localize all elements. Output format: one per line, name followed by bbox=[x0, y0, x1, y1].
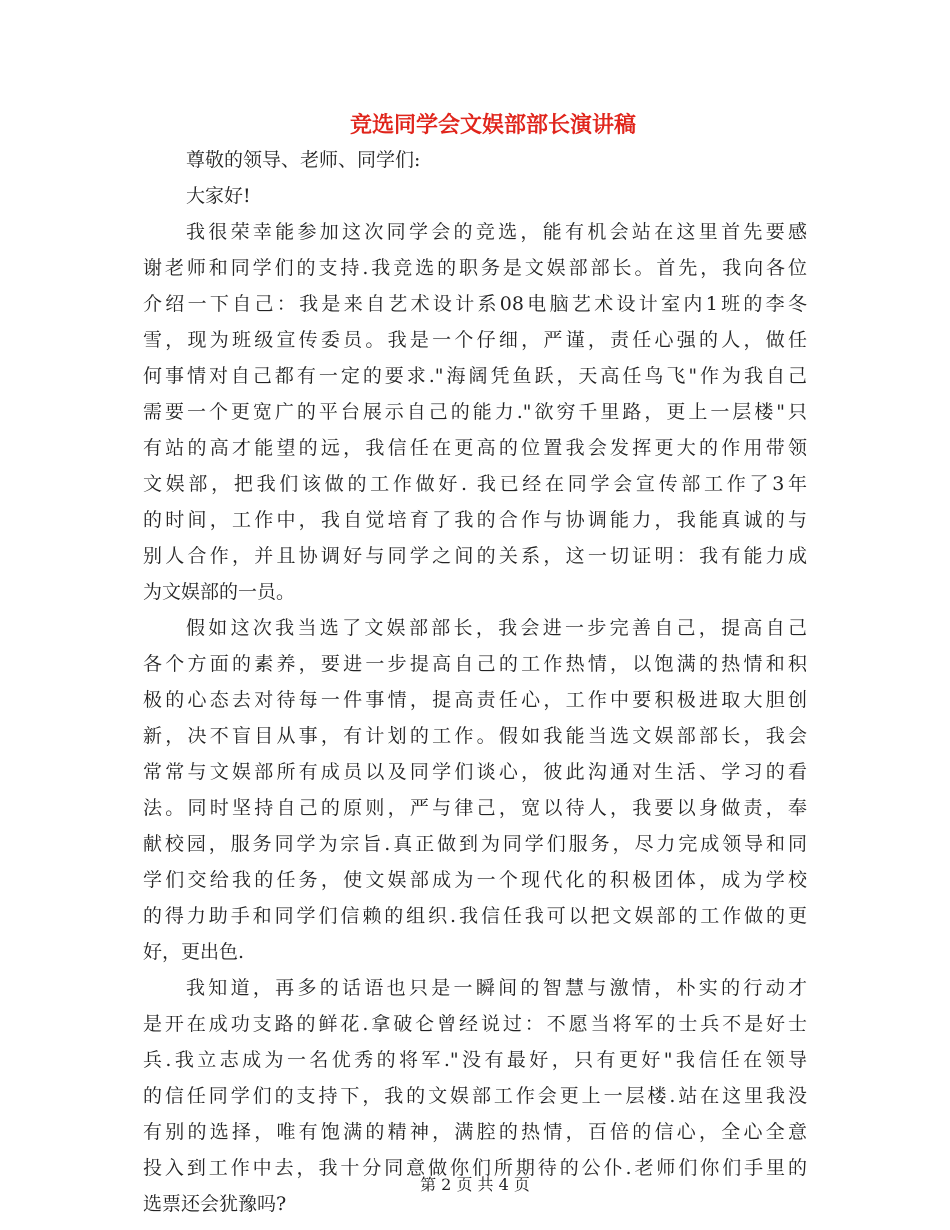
body-line: 为文娱部的一员。 bbox=[143, 581, 296, 603]
body-line: 有站的高才能望的远，我信任在更高的位置我会发挥更大的作用带领 bbox=[143, 437, 807, 459]
body-line: 常常与文娱部所有成员以及同学们谈心，彼此沟通对生活、学习的看 bbox=[143, 761, 807, 783]
body-line: 假如这次我当选了文娱部部长，我会进一步完善自己，提高自己 bbox=[186, 617, 807, 639]
body-line: 好，更出色. bbox=[143, 941, 245, 963]
body-line: 兵.我立志成为一名优秀的将军."没有最好，只有更好"我信任在领导 bbox=[143, 1049, 807, 1071]
body-line: 别人合作，并且协调好与同学之间的关系，这一切证明：我有能力成 bbox=[143, 545, 807, 567]
body-line: 各个方面的素养，要进一步提高自己的工作热情，以饱满的热情和积 bbox=[143, 653, 807, 675]
body-line: 学们交给我的任务，使文娱部成为一个现代化的积极团体，成为学校 bbox=[143, 869, 807, 891]
body-line: 极的心态去对待每一件事情，提高责任心，工作中要积极进取大胆创 bbox=[143, 689, 807, 711]
body-line: 新，决不盲目从事，有计划的工作。假如我能当选文娱部部长，我会 bbox=[143, 725, 807, 747]
page-number-footer: 第 2 页 共 4 页 bbox=[420, 1175, 530, 1194]
body-line: 的得力助手和同学们信赖的组织.我信任我可以把文娱部的工作做的更 bbox=[143, 905, 807, 927]
body-line: 我很荣幸能参加这次同学会的竞选，能有机会站在这里首先要感 bbox=[186, 221, 807, 243]
body-line: 文娱部，把我们该做的工作做好. 我已经在同学会宣传部工作了3年 bbox=[143, 473, 807, 495]
body-line: 需要一个更宽广的平台展示自己的能力."欲穷千里路，更上一层楼"只 bbox=[143, 401, 807, 423]
body-line: 有别的选择，唯有饱满的精神，满腔的热情，百倍的信心，全心全意 bbox=[143, 1121, 807, 1143]
body-line: 投入到工作中去，我十分同意做你们所期待的公仆.老师们你们手里的 bbox=[143, 1157, 807, 1179]
salutation-line: 尊敬的领导、老师、同学们: bbox=[186, 149, 421, 171]
body-line: 献校园，服务同学为宗旨.真正做到为同学们服务，尽力完成领导和同 bbox=[143, 833, 807, 855]
body-line: 雪，现为班级宣传委员。我是一个仔细，严谨，责任心强的人，做任 bbox=[143, 329, 807, 351]
body-line: 何事情对自己都有一定的要求."海阔凭鱼跃，天高任鸟飞"作为我自己 bbox=[143, 365, 807, 387]
body-line: 的时间，工作中，我自觉培育了我的合作与协调能力，我能真诚的与 bbox=[143, 509, 807, 531]
body-line: 介绍一下自己：我是来自艺术设计系08电脑艺术设计室内1班的李冬 bbox=[143, 293, 807, 315]
body-line: 是开在成功支路的鲜花.拿破仑曾经说过：不愿当将军的士兵不是好士 bbox=[143, 1013, 807, 1035]
greeting-line: 大家好! bbox=[186, 185, 251, 207]
body-line: 谢老师和同学们的支持.我竞选的职务是文娱部部长。首先，我向各位 bbox=[143, 257, 807, 279]
body-line: 我知道，再多的话语也只是一瞬间的智慧与激情，朴实的行动才 bbox=[186, 977, 807, 999]
body-line: 选票还会犹豫吗? bbox=[143, 1193, 287, 1215]
body-line: 法。同时坚持自己的原则，严与律己，宽以待人，我要以身做责，奉 bbox=[143, 797, 807, 819]
body-line: 的信任同学们的支持下，我的文娱部工作会更上一层楼.站在这里我没 bbox=[143, 1085, 807, 1107]
document-title: 竞选同学会文娱部部长演讲稿 bbox=[349, 113, 636, 138]
